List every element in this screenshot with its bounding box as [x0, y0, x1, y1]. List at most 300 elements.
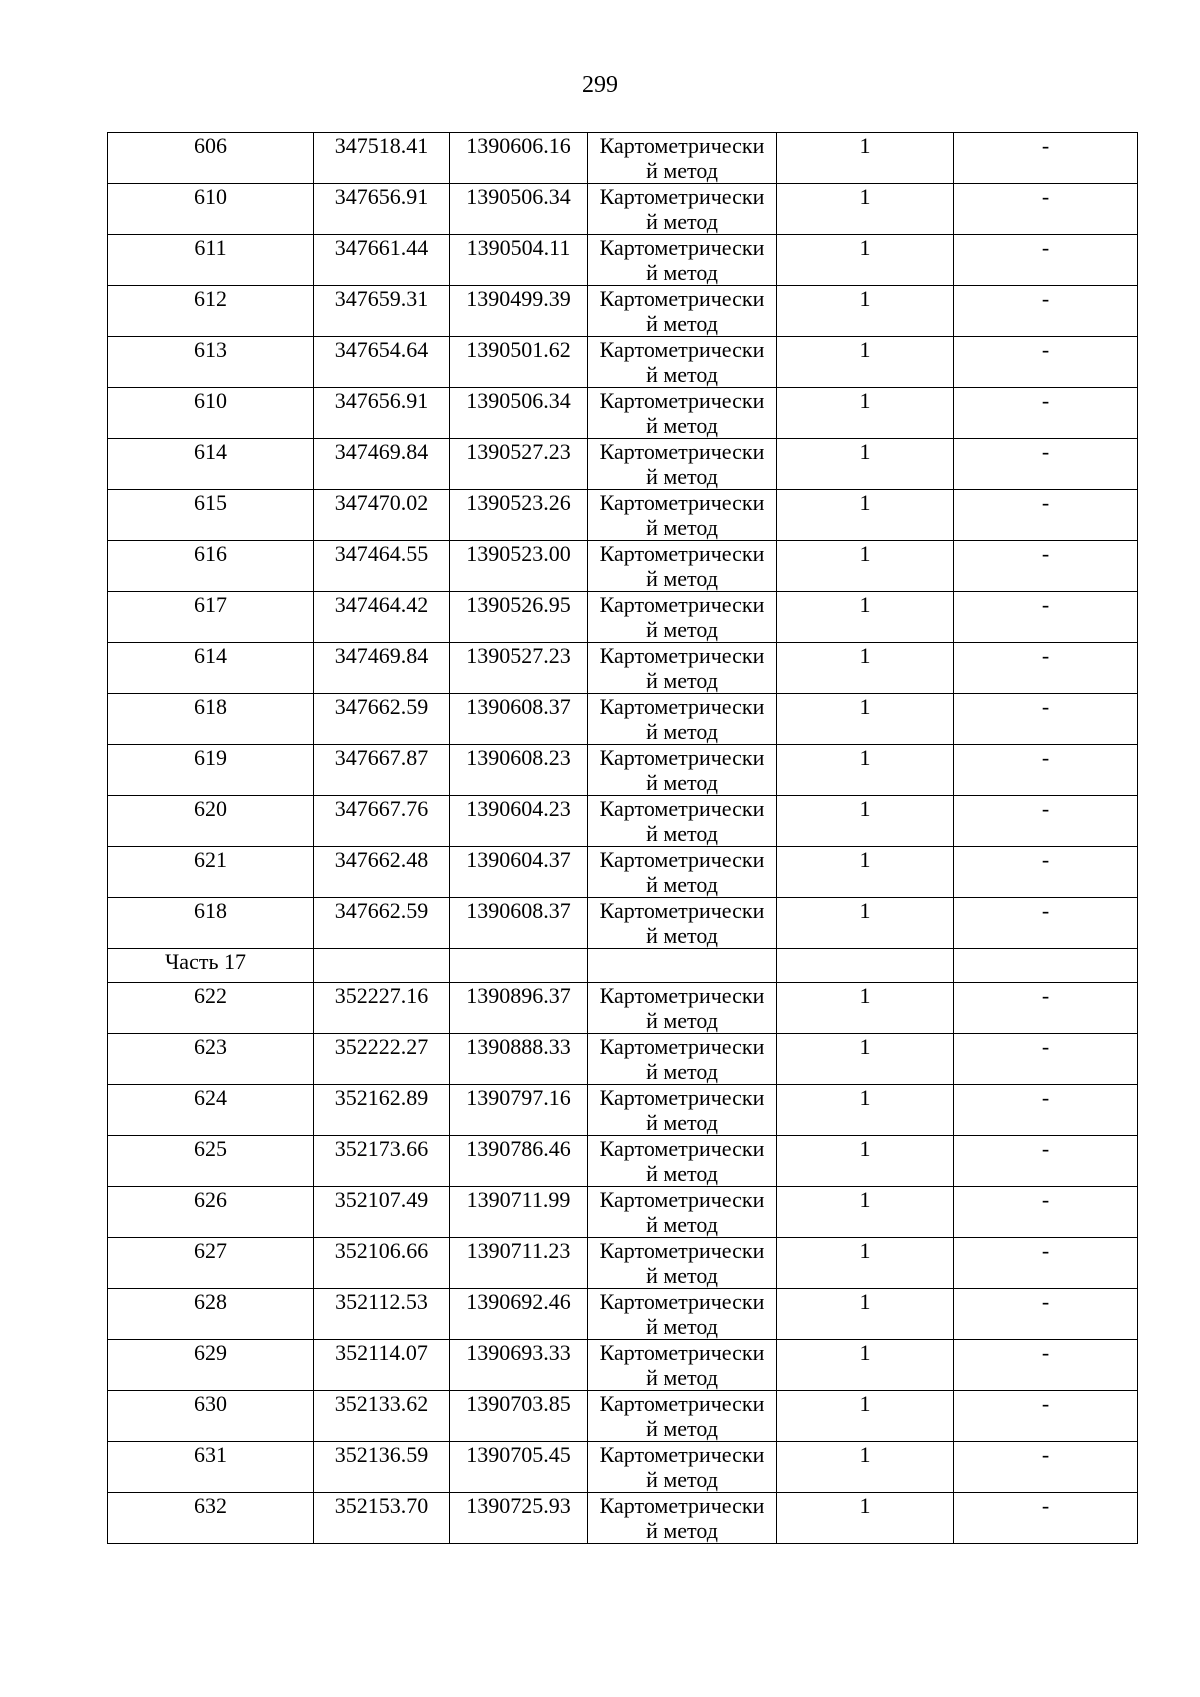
method-line-1: Картометрически [599, 694, 765, 719]
coordinate-y-cell-text: 1390604.37 [466, 847, 571, 872]
coordinate-y-cell-text: 1390523.00 [466, 541, 571, 566]
method-text [588, 745, 776, 795]
accuracy-cell-text: 1 [859, 898, 871, 923]
method-line-2: й метод [646, 464, 718, 489]
accuracy-cell [777, 490, 954, 541]
note-cell-text: - [1041, 388, 1050, 413]
method-cell [588, 337, 777, 388]
method-line-1: Картометрически [599, 1391, 765, 1416]
point-number-cell-text: 632 [194, 1493, 227, 1518]
empty-cell [314, 949, 450, 983]
accuracy-cell [777, 1289, 954, 1340]
point-number-cell [108, 1034, 314, 1085]
method-line-2: й метод [646, 1008, 718, 1033]
point-number-cell [108, 1136, 314, 1187]
accuracy-cell [777, 1493, 954, 1544]
accuracy-cell [777, 1187, 954, 1238]
coordinate-y-cell-text: 1390527.23 [466, 439, 571, 464]
method-text [588, 541, 776, 591]
coordinate-x-cell [314, 592, 450, 643]
coordinate-x-cell-text: 352114.07 [335, 1340, 428, 1365]
coordinate-y-cell [450, 796, 588, 847]
note-cell-text: - [1041, 983, 1050, 1008]
coordinates-table-body [108, 133, 1138, 1544]
note-cell [954, 745, 1138, 796]
method-cell [588, 694, 777, 745]
method-line-2: й метод [646, 1161, 718, 1186]
coordinate-x-cell-text: 352136.59 [334, 1442, 429, 1467]
accuracy-cell [777, 898, 954, 949]
coordinate-x-cell [314, 1238, 450, 1289]
coordinate-y-cell [450, 898, 588, 949]
point-number-cell [108, 643, 314, 694]
point-number-cell-text: 622 [194, 983, 227, 1008]
method-text [588, 1442, 776, 1492]
coordinate-x-cell [314, 490, 450, 541]
table-row [108, 592, 1138, 643]
accuracy-cell [777, 983, 954, 1034]
method-text [588, 388, 776, 438]
coordinate-x-cell-text: 347659.31 [334, 286, 429, 311]
note-cell-text: - [1041, 439, 1050, 464]
point-number-cell [108, 133, 314, 184]
note-cell-text: - [1041, 643, 1050, 668]
coordinate-y-cell-text: 1390725.93 [466, 1493, 571, 1518]
point-number-cell-text: 611 [194, 235, 227, 260]
point-number-cell-text: 615 [194, 490, 227, 515]
note-cell-text: - [1041, 796, 1050, 821]
table-row [108, 1034, 1138, 1085]
point-number-cell [108, 184, 314, 235]
method-text [588, 643, 776, 693]
method-cell [588, 1442, 777, 1493]
coordinate-y-cell-text: 1390608.37 [466, 898, 571, 923]
coordinate-y-cell-text: 1390527.23 [466, 643, 571, 668]
note-cell [954, 1136, 1138, 1187]
empty-cell [777, 949, 954, 983]
accuracy-cell-text: 1 [859, 1289, 871, 1314]
coordinate-x-cell-text: 347662.59 [334, 694, 429, 719]
coordinate-y-cell-text: 1390608.37 [466, 694, 571, 719]
method-line-2: й метод [646, 1467, 718, 1492]
point-number-cell-text: 614 [194, 643, 227, 668]
coordinate-x-cell-text: 352133.62 [334, 1391, 429, 1416]
point-number-cell [108, 847, 314, 898]
note-cell [954, 388, 1138, 439]
page-number: 299 [582, 72, 618, 98]
coordinate-y-cell [450, 1187, 588, 1238]
point-number-cell-text: 629 [194, 1340, 227, 1365]
accuracy-cell-text: 1 [859, 1442, 871, 1467]
coordinate-x-cell [314, 745, 450, 796]
method-line-1: Картометрически [599, 439, 765, 464]
section-row [108, 949, 1138, 983]
method-line-2: й метод [646, 158, 718, 183]
note-cell [954, 541, 1138, 592]
note-cell-text: - [1041, 1085, 1050, 1110]
method-line-1: Картометрически [599, 592, 765, 617]
accuracy-cell-text: 1 [859, 643, 871, 668]
accuracy-cell-text: 1 [859, 1034, 871, 1059]
point-number-cell-text: 612 [194, 286, 227, 311]
method-line-2: й метод [646, 413, 718, 438]
point-number-cell-text: 630 [194, 1391, 227, 1416]
coordinate-y-cell [450, 133, 588, 184]
coordinate-x-cell-text: 347469.84 [334, 439, 429, 464]
table-row [108, 1340, 1138, 1391]
coordinate-x-cell-text: 347464.42 [334, 592, 429, 617]
point-number-cell [108, 1085, 314, 1136]
coordinate-x-cell [314, 1085, 450, 1136]
method-cell [588, 1238, 777, 1289]
coordinate-x-cell-text: 352173.66 [334, 1136, 429, 1161]
method-line-1: Картометрически [599, 490, 765, 515]
table-row [108, 643, 1138, 694]
note-cell [954, 1085, 1138, 1136]
method-line-2: й метод [646, 668, 718, 693]
method-text [588, 1136, 776, 1186]
method-cell [588, 1391, 777, 1442]
method-cell [588, 847, 777, 898]
accuracy-cell [777, 1340, 954, 1391]
note-cell-text: - [1041, 1442, 1050, 1467]
coordinate-y-cell [450, 1238, 588, 1289]
method-line-1: Картометрически [599, 235, 765, 260]
method-line-2: й метод [646, 872, 718, 897]
point-number-cell-text: 621 [194, 847, 227, 872]
method-text [588, 1391, 776, 1441]
method-line-2: й метод [646, 1416, 718, 1441]
coordinate-y-cell-text: 1390711.23 [466, 1238, 571, 1263]
table-row [108, 541, 1138, 592]
coordinate-y-cell [450, 235, 588, 286]
coordinate-y-cell-text: 1390526.95 [466, 592, 571, 617]
accuracy-cell-text: 1 [859, 592, 871, 617]
coordinate-x-cell [314, 337, 450, 388]
note-cell-text: - [1041, 847, 1050, 872]
point-number-cell [108, 337, 314, 388]
note-cell [954, 643, 1138, 694]
method-line-1: Картометрически [599, 1034, 765, 1059]
method-cell [588, 983, 777, 1034]
coordinate-x-cell [314, 983, 450, 1034]
table-row [108, 1391, 1138, 1442]
coordinate-x-cell [314, 439, 450, 490]
note-cell-text: - [1041, 286, 1050, 311]
coordinate-y-cell-text: 1390523.26 [466, 490, 571, 515]
method-cell [588, 1187, 777, 1238]
method-line-1: Картометрически [599, 1085, 765, 1110]
coordinate-x-cell-text: 352112.53 [335, 1289, 428, 1314]
accuracy-cell-text: 1 [859, 439, 871, 464]
note-cell-text: - [1041, 1493, 1050, 1518]
coordinate-y-cell-text: 1390604.23 [466, 796, 571, 821]
note-cell-text: - [1041, 490, 1050, 515]
note-cell [954, 1034, 1138, 1085]
coordinate-x-cell-text: 347662.48 [334, 847, 429, 872]
accuracy-cell [777, 235, 954, 286]
note-cell-text: - [1041, 1340, 1050, 1365]
method-text [588, 694, 776, 744]
coordinate-y-cell-text: 1390499.39 [466, 286, 571, 311]
method-text [588, 133, 776, 183]
empty-cell [954, 949, 1138, 983]
method-text [588, 592, 776, 642]
coordinate-y-cell-text: 1390501.62 [466, 337, 571, 362]
coordinate-y-cell [450, 184, 588, 235]
point-number-cell [108, 1493, 314, 1544]
method-line-1: Картометрически [599, 1340, 765, 1365]
method-line-2: й метод [646, 515, 718, 540]
method-line-1: Картометрически [599, 286, 765, 311]
coordinate-y-cell-text: 1390786.46 [466, 1136, 571, 1161]
point-number-cell [108, 388, 314, 439]
note-cell [954, 286, 1138, 337]
note-cell [954, 133, 1138, 184]
table-row [108, 1238, 1138, 1289]
note-cell [954, 439, 1138, 490]
point-number-cell [108, 1289, 314, 1340]
method-line-1: Картометрически [599, 337, 765, 362]
accuracy-cell [777, 286, 954, 337]
coordinate-x-cell-text: 347656.91 [334, 184, 429, 209]
accuracy-cell [777, 337, 954, 388]
coordinate-x-cell [314, 1289, 450, 1340]
coordinate-x-cell [314, 643, 450, 694]
note-cell-text: - [1041, 1136, 1050, 1161]
method-cell [588, 184, 777, 235]
coordinate-x-cell [314, 1340, 450, 1391]
accuracy-cell-text: 1 [859, 745, 871, 770]
method-line-1: Картометрически [599, 1493, 765, 1518]
accuracy-cell-text: 1 [859, 490, 871, 515]
method-text [588, 439, 776, 489]
coordinate-y-cell-text: 1390711.99 [466, 1187, 571, 1212]
method-cell [588, 439, 777, 490]
coordinate-x-cell [314, 286, 450, 337]
coordinate-y-cell [450, 337, 588, 388]
coordinate-y-cell [450, 592, 588, 643]
accuracy-cell-text: 1 [859, 1085, 871, 1110]
coordinate-y-cell-text: 1390506.34 [466, 388, 571, 413]
method-line-1: Картометрически [599, 1238, 765, 1263]
note-cell-text: - [1041, 184, 1050, 209]
point-number-cell-text: 626 [194, 1187, 227, 1212]
coordinate-x-cell-text: 347656.91 [334, 388, 429, 413]
coordinate-y-cell-text: 1390888.33 [466, 1034, 571, 1059]
method-cell [588, 745, 777, 796]
note-cell [954, 592, 1138, 643]
method-text [588, 898, 776, 948]
method-line-1: Картометрически [599, 1136, 765, 1161]
note-cell [954, 235, 1138, 286]
point-number-cell [108, 1442, 314, 1493]
method-cell [588, 643, 777, 694]
method-line-1: Картометрически [599, 898, 765, 923]
method-line-1: Картометрически [599, 1187, 765, 1212]
method-cell [588, 388, 777, 439]
point-number-cell [108, 286, 314, 337]
coordinate-x-cell [314, 388, 450, 439]
empty-cell [588, 949, 777, 983]
method-line-1: Картометрически [599, 1289, 765, 1314]
table-row [108, 439, 1138, 490]
method-cell [588, 490, 777, 541]
note-cell [954, 1340, 1138, 1391]
note-cell [954, 796, 1138, 847]
method-line-1: Картометрически [599, 643, 765, 668]
coordinate-y-cell [450, 1136, 588, 1187]
method-text [588, 337, 776, 387]
coordinate-y-cell-text: 1390703.85 [466, 1391, 571, 1416]
coordinate-x-cell-text: 352107.49 [334, 1187, 429, 1212]
accuracy-cell [777, 1034, 954, 1085]
point-number-cell [108, 439, 314, 490]
point-number-cell [108, 592, 314, 643]
accuracy-cell-text: 1 [859, 133, 871, 158]
point-number-cell-text: 616 [194, 541, 227, 566]
method-text [588, 1238, 776, 1288]
method-text [588, 796, 776, 846]
table-row [108, 133, 1138, 184]
accuracy-cell-text: 1 [859, 541, 871, 566]
accuracy-cell [777, 847, 954, 898]
accuracy-cell [777, 1442, 954, 1493]
method-line-1: Картометрически [599, 388, 765, 413]
accuracy-cell [777, 694, 954, 745]
method-cell [588, 898, 777, 949]
coordinate-y-cell-text: 1390606.16 [466, 133, 571, 158]
method-cell [588, 1034, 777, 1085]
coordinate-y-cell [450, 1034, 588, 1085]
point-number-cell [108, 1391, 314, 1442]
accuracy-cell [777, 388, 954, 439]
coordinate-x-cell-text: 347667.87 [334, 745, 429, 770]
method-line-2: й метод [646, 209, 718, 234]
note-cell [954, 490, 1138, 541]
method-line-2: й метод [646, 1110, 718, 1135]
note-cell-text: - [1041, 133, 1050, 158]
method-cell [588, 1136, 777, 1187]
method-cell [588, 1085, 777, 1136]
accuracy-cell [777, 592, 954, 643]
table-row [108, 1187, 1138, 1238]
table-row [108, 796, 1138, 847]
method-text [588, 1034, 776, 1084]
table-row [108, 235, 1138, 286]
note-cell [954, 1238, 1138, 1289]
method-line-2: й метод [646, 923, 718, 948]
coordinate-x-cell-text: 347464.55 [334, 541, 429, 566]
method-cell [588, 1493, 777, 1544]
accuracy-cell-text: 1 [859, 1391, 871, 1416]
method-cell [588, 1340, 777, 1391]
note-cell-text: - [1041, 694, 1050, 719]
method-text [588, 1289, 776, 1339]
coordinate-x-cell-text: 347667.76 [334, 796, 429, 821]
coordinate-x-cell [314, 184, 450, 235]
method-line-2: й метод [646, 311, 718, 336]
coordinate-y-cell [450, 1493, 588, 1544]
method-line-2: й метод [646, 1314, 718, 1339]
coordinate-y-cell-text: 1390504.11 [466, 235, 571, 260]
method-text [588, 1187, 776, 1237]
coordinate-x-cell-text: 347469.84 [334, 643, 429, 668]
coordinate-y-cell-text: 1390608.23 [466, 745, 571, 770]
accuracy-cell [777, 643, 954, 694]
method-cell [588, 286, 777, 337]
table-row [108, 983, 1138, 1034]
table-row [108, 745, 1138, 796]
point-number-cell [108, 796, 314, 847]
method-cell [588, 541, 777, 592]
accuracy-cell-text: 1 [859, 235, 871, 260]
coordinates-table [107, 132, 1138, 1544]
point-number-cell-text: 631 [194, 1442, 227, 1467]
note-cell [954, 184, 1138, 235]
coordinate-x-cell-text: 347470.02 [334, 490, 429, 515]
accuracy-cell [777, 439, 954, 490]
note-cell [954, 694, 1138, 745]
accuracy-cell-text: 1 [859, 184, 871, 209]
coordinate-x-cell-text: 347654.64 [334, 337, 429, 362]
note-cell-text: - [1041, 1238, 1050, 1263]
coordinate-x-cell [314, 541, 450, 592]
coordinate-y-cell [450, 847, 588, 898]
method-text [588, 184, 776, 234]
coordinate-x-cell-text: 347518.41 [334, 133, 429, 158]
note-cell [954, 1442, 1138, 1493]
method-cell [588, 133, 777, 184]
coordinate-x-cell-text: 347662.59 [334, 898, 429, 923]
point-number-cell [108, 235, 314, 286]
note-cell-text: - [1041, 592, 1050, 617]
coordinate-y-cell [450, 490, 588, 541]
method-line-1: Картометрически [599, 184, 765, 209]
coordinate-y-cell [450, 694, 588, 745]
note-cell-text: - [1041, 541, 1050, 566]
method-text [588, 983, 776, 1033]
coordinate-x-cell [314, 796, 450, 847]
method-cell [588, 1289, 777, 1340]
coordinate-x-cell-text: 352162.89 [334, 1085, 429, 1110]
method-cell [588, 796, 777, 847]
coordinate-x-cell [314, 1187, 450, 1238]
accuracy-cell [777, 796, 954, 847]
method-line-2: й метод [646, 1212, 718, 1237]
note-cell-text: - [1041, 1289, 1050, 1314]
accuracy-cell [777, 1391, 954, 1442]
point-number-cell [108, 898, 314, 949]
point-number-cell-text: 613 [194, 337, 227, 362]
table-row [108, 1442, 1138, 1493]
note-cell [954, 1187, 1138, 1238]
coordinate-y-cell [450, 541, 588, 592]
table-row [108, 1136, 1138, 1187]
note-cell [954, 1493, 1138, 1544]
accuracy-cell [777, 1238, 954, 1289]
method-text [588, 286, 776, 336]
table-row [108, 1493, 1138, 1544]
table-row [108, 286, 1138, 337]
point-number-cell-text: 606 [194, 133, 227, 158]
method-line-1: Картометрически [599, 133, 765, 158]
point-number-cell-text: 627 [194, 1238, 227, 1263]
accuracy-cell [777, 184, 954, 235]
coordinate-y-cell [450, 388, 588, 439]
note-cell-text: - [1041, 745, 1050, 770]
point-number-cell-text: 620 [194, 796, 227, 821]
